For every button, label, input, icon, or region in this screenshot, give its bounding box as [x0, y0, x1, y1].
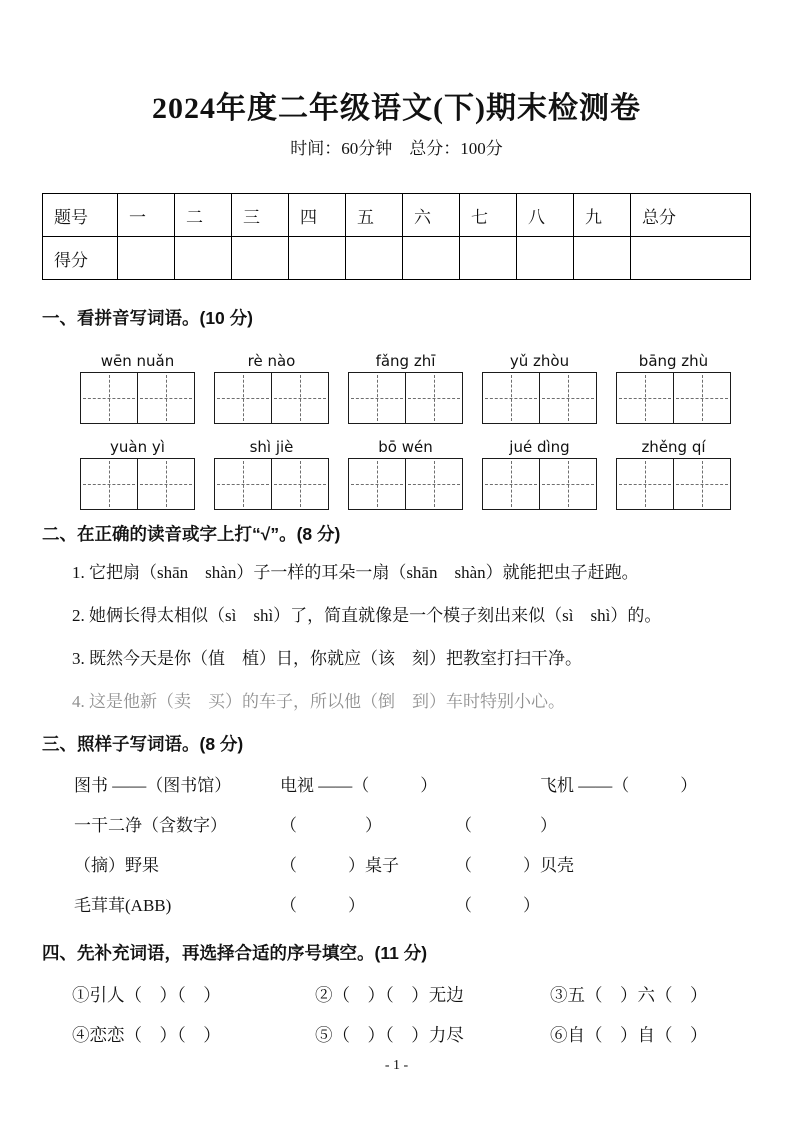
section-4 [0, 941, 793, 1049]
word-exercise-cell: （ ）桌子 [280, 856, 399, 875]
idiom-row [72, 1022, 751, 1049]
writing-cell [539, 459, 596, 509]
dashed-guide [243, 375, 244, 421]
dashed-guide [434, 375, 435, 421]
score-table-header-cell: 一 [118, 194, 175, 237]
dashed-guide [109, 375, 110, 421]
sentence-2: 2. 她俩长得太相似（sì shì）了，简直就像是一个模子刻出来似（sì shì）的。 [72, 606, 662, 625]
dashed-guide [434, 461, 435, 507]
pinyin-group [616, 436, 731, 510]
dashed-guide [166, 375, 167, 421]
dashed-guide [109, 461, 110, 507]
score-empty-cell [631, 237, 751, 280]
score-table-header-cell: 九 [574, 194, 631, 237]
dashed-guide [166, 461, 167, 507]
dashed-guide [568, 375, 569, 421]
score-table-header-cell: 题号 [43, 194, 118, 237]
section-2-heading: 二、在正确的读音或字上打“√”。(8 分) [42, 524, 341, 544]
section-1-heading: 一、看拼音写词语。(10 分) [42, 308, 253, 328]
word-exercise-cell: 飞机 ——（ ） [540, 776, 698, 795]
pinyin-group [348, 350, 463, 424]
score-empty-cell [346, 237, 403, 280]
score-table-header-cell: 八 [517, 194, 574, 237]
writing-box [80, 372, 195, 424]
page-subtitle: 时间：60分钟 总分：100分 [290, 139, 503, 158]
writing-cell [483, 459, 539, 509]
pinyin-row-2 [80, 436, 751, 510]
writing-cell [405, 459, 462, 509]
score-empty-cell [289, 237, 346, 280]
score-table-header-cell: 三 [232, 194, 289, 237]
word-exercise-cell: （ ） [455, 816, 557, 835]
dashed-guide [702, 375, 703, 421]
writing-box [482, 458, 597, 510]
dashed-guide [377, 461, 378, 507]
writing-box [616, 458, 731, 510]
idiom-item: ④恋恋（ ）（ ） [72, 1025, 221, 1045]
pinyin-group [80, 350, 195, 424]
word-exercise-cell: （ ） [455, 896, 540, 915]
pinyin-label: wēn nuǎn [100, 352, 175, 370]
score-table [42, 193, 751, 280]
pinyin-label: yǔ zhòu [509, 352, 570, 370]
dashed-guide [300, 375, 301, 421]
score-empty-cell [232, 237, 289, 280]
writing-box [80, 458, 195, 510]
writing-cell [483, 373, 539, 423]
dashed-guide [568, 461, 569, 507]
pinyin-group [482, 436, 597, 510]
score-table-header-cell: 五 [346, 194, 403, 237]
word-exercise-cell: （ ） [280, 896, 365, 915]
section-3-heading: 三、照样子写词语。(8 分) [42, 734, 244, 754]
writing-cell [271, 373, 328, 423]
writing-cell [215, 459, 271, 509]
score-empty-cell [118, 237, 175, 280]
score-empty-cell [517, 237, 574, 280]
writing-box [616, 372, 731, 424]
score-table-header-row [43, 194, 751, 237]
word-exercise-cell: 图书 ——（图书馆） [74, 776, 232, 795]
pinyin-label: jué dìng [509, 438, 570, 456]
word-exercise-cell: （ ） [280, 816, 382, 835]
writing-cell [673, 373, 730, 423]
score-table-header-cell: 七 [460, 194, 517, 237]
pinyin-label: bāng zhù [638, 352, 709, 370]
section-3-rows [74, 773, 751, 919]
writing-cell [137, 373, 194, 423]
word-exercise-cell: 电视 ——（ ） [280, 776, 438, 795]
section-2 [0, 522, 793, 715]
page-number: - 1 - [384, 1058, 409, 1073]
word-exercise-cell: （摘）野果 [74, 856, 159, 875]
dashed-guide [377, 375, 378, 421]
writing-cell [271, 459, 328, 509]
writing-box [214, 458, 329, 510]
writing-cell [137, 459, 194, 509]
score-row-label: 得分 [43, 237, 118, 280]
writing-cell [349, 459, 405, 509]
score-empty-cell [460, 237, 517, 280]
word-exercise-row [74, 773, 751, 799]
writing-cell [81, 459, 137, 509]
idiom-item: ①引人（ ）（ ） [72, 985, 221, 1005]
dashed-guide [511, 461, 512, 507]
pinyin-label: bō wén [378, 438, 433, 456]
score-table-header-cell: 四 [289, 194, 346, 237]
word-exercise-row [74, 813, 751, 839]
word-exercise-row [74, 853, 751, 879]
sentence-4: 4. 这是他新（卖 买）的车子，所以他（倒 到）车时特别小心。 [72, 692, 565, 711]
writing-box [214, 372, 329, 424]
writing-cell [405, 373, 462, 423]
score-table-header-cell: 六 [403, 194, 460, 237]
pinyin-group [214, 436, 329, 510]
dashed-guide [511, 375, 512, 421]
writing-cell [539, 373, 596, 423]
idiom-item: ③五（ ）六（ ） [550, 985, 708, 1005]
score-empty-cell [574, 237, 631, 280]
writing-box [482, 372, 597, 424]
writing-cell [81, 373, 137, 423]
section-4-heading: 四、先补充词语，再选择合适的序号填空。(11 分) [42, 943, 428, 963]
dashed-guide [243, 461, 244, 507]
writing-cell [617, 373, 673, 423]
sentence-1: 1. 它把扇（shān shàn）子一样的耳朵一扇（shān shàn）就能把虫子赶跑。 [72, 563, 639, 582]
section-4-rows [72, 982, 751, 1049]
pinyin-label: shì jiè [249, 438, 294, 456]
word-exercise-cell: 毛茸茸(ABB) [74, 896, 172, 915]
pinyin-label: rè nào [247, 352, 296, 370]
score-table-header-cell: 总分 [631, 194, 751, 237]
word-exercise-cell: 一干二净（含数字） [74, 816, 227, 835]
dashed-guide [300, 461, 301, 507]
score-empty-cell [403, 237, 460, 280]
page-title: 2024年度二年级语文(下)期末检测卷 [152, 92, 641, 125]
writing-box [348, 372, 463, 424]
dashed-guide [645, 375, 646, 421]
word-exercise-row [74, 893, 751, 919]
pinyin-label: zhěng qí [641, 438, 706, 456]
word-exercise-cell: （ ）贝壳 [455, 856, 574, 875]
idiom-row [72, 982, 751, 1009]
score-table-header-cell: 二 [175, 194, 232, 237]
idiom-item: ⑤（ ）（ ）力尽 [315, 1025, 464, 1045]
sentence-3: 3. 既然今天是你（值 植）日，你就应（该 刻）把教室打扫干净。 [72, 649, 582, 668]
writing-box [348, 458, 463, 510]
idiom-item: ⑥自（ ）自（ ） [550, 1025, 708, 1045]
pinyin-group [80, 436, 195, 510]
pinyin-group [482, 350, 597, 424]
pinyin-group [348, 436, 463, 510]
dashed-guide [645, 461, 646, 507]
idiom-item: ②（ ）（ ）无边 [315, 985, 464, 1005]
writing-cell [215, 373, 271, 423]
section-3 [0, 732, 793, 919]
section-1 [0, 306, 793, 510]
writing-cell [673, 459, 730, 509]
dashed-guide [702, 461, 703, 507]
writing-cell [349, 373, 405, 423]
pinyin-group [214, 350, 329, 424]
pinyin-label: yuàn yì [110, 438, 165, 456]
pinyin-label: fǎng zhī [375, 352, 436, 370]
writing-cell [617, 459, 673, 509]
score-table-score-row [43, 237, 751, 280]
pinyin-row-1 [80, 350, 751, 424]
pinyin-group [616, 350, 731, 424]
score-empty-cell [175, 237, 232, 280]
section-2-items [72, 560, 751, 715]
